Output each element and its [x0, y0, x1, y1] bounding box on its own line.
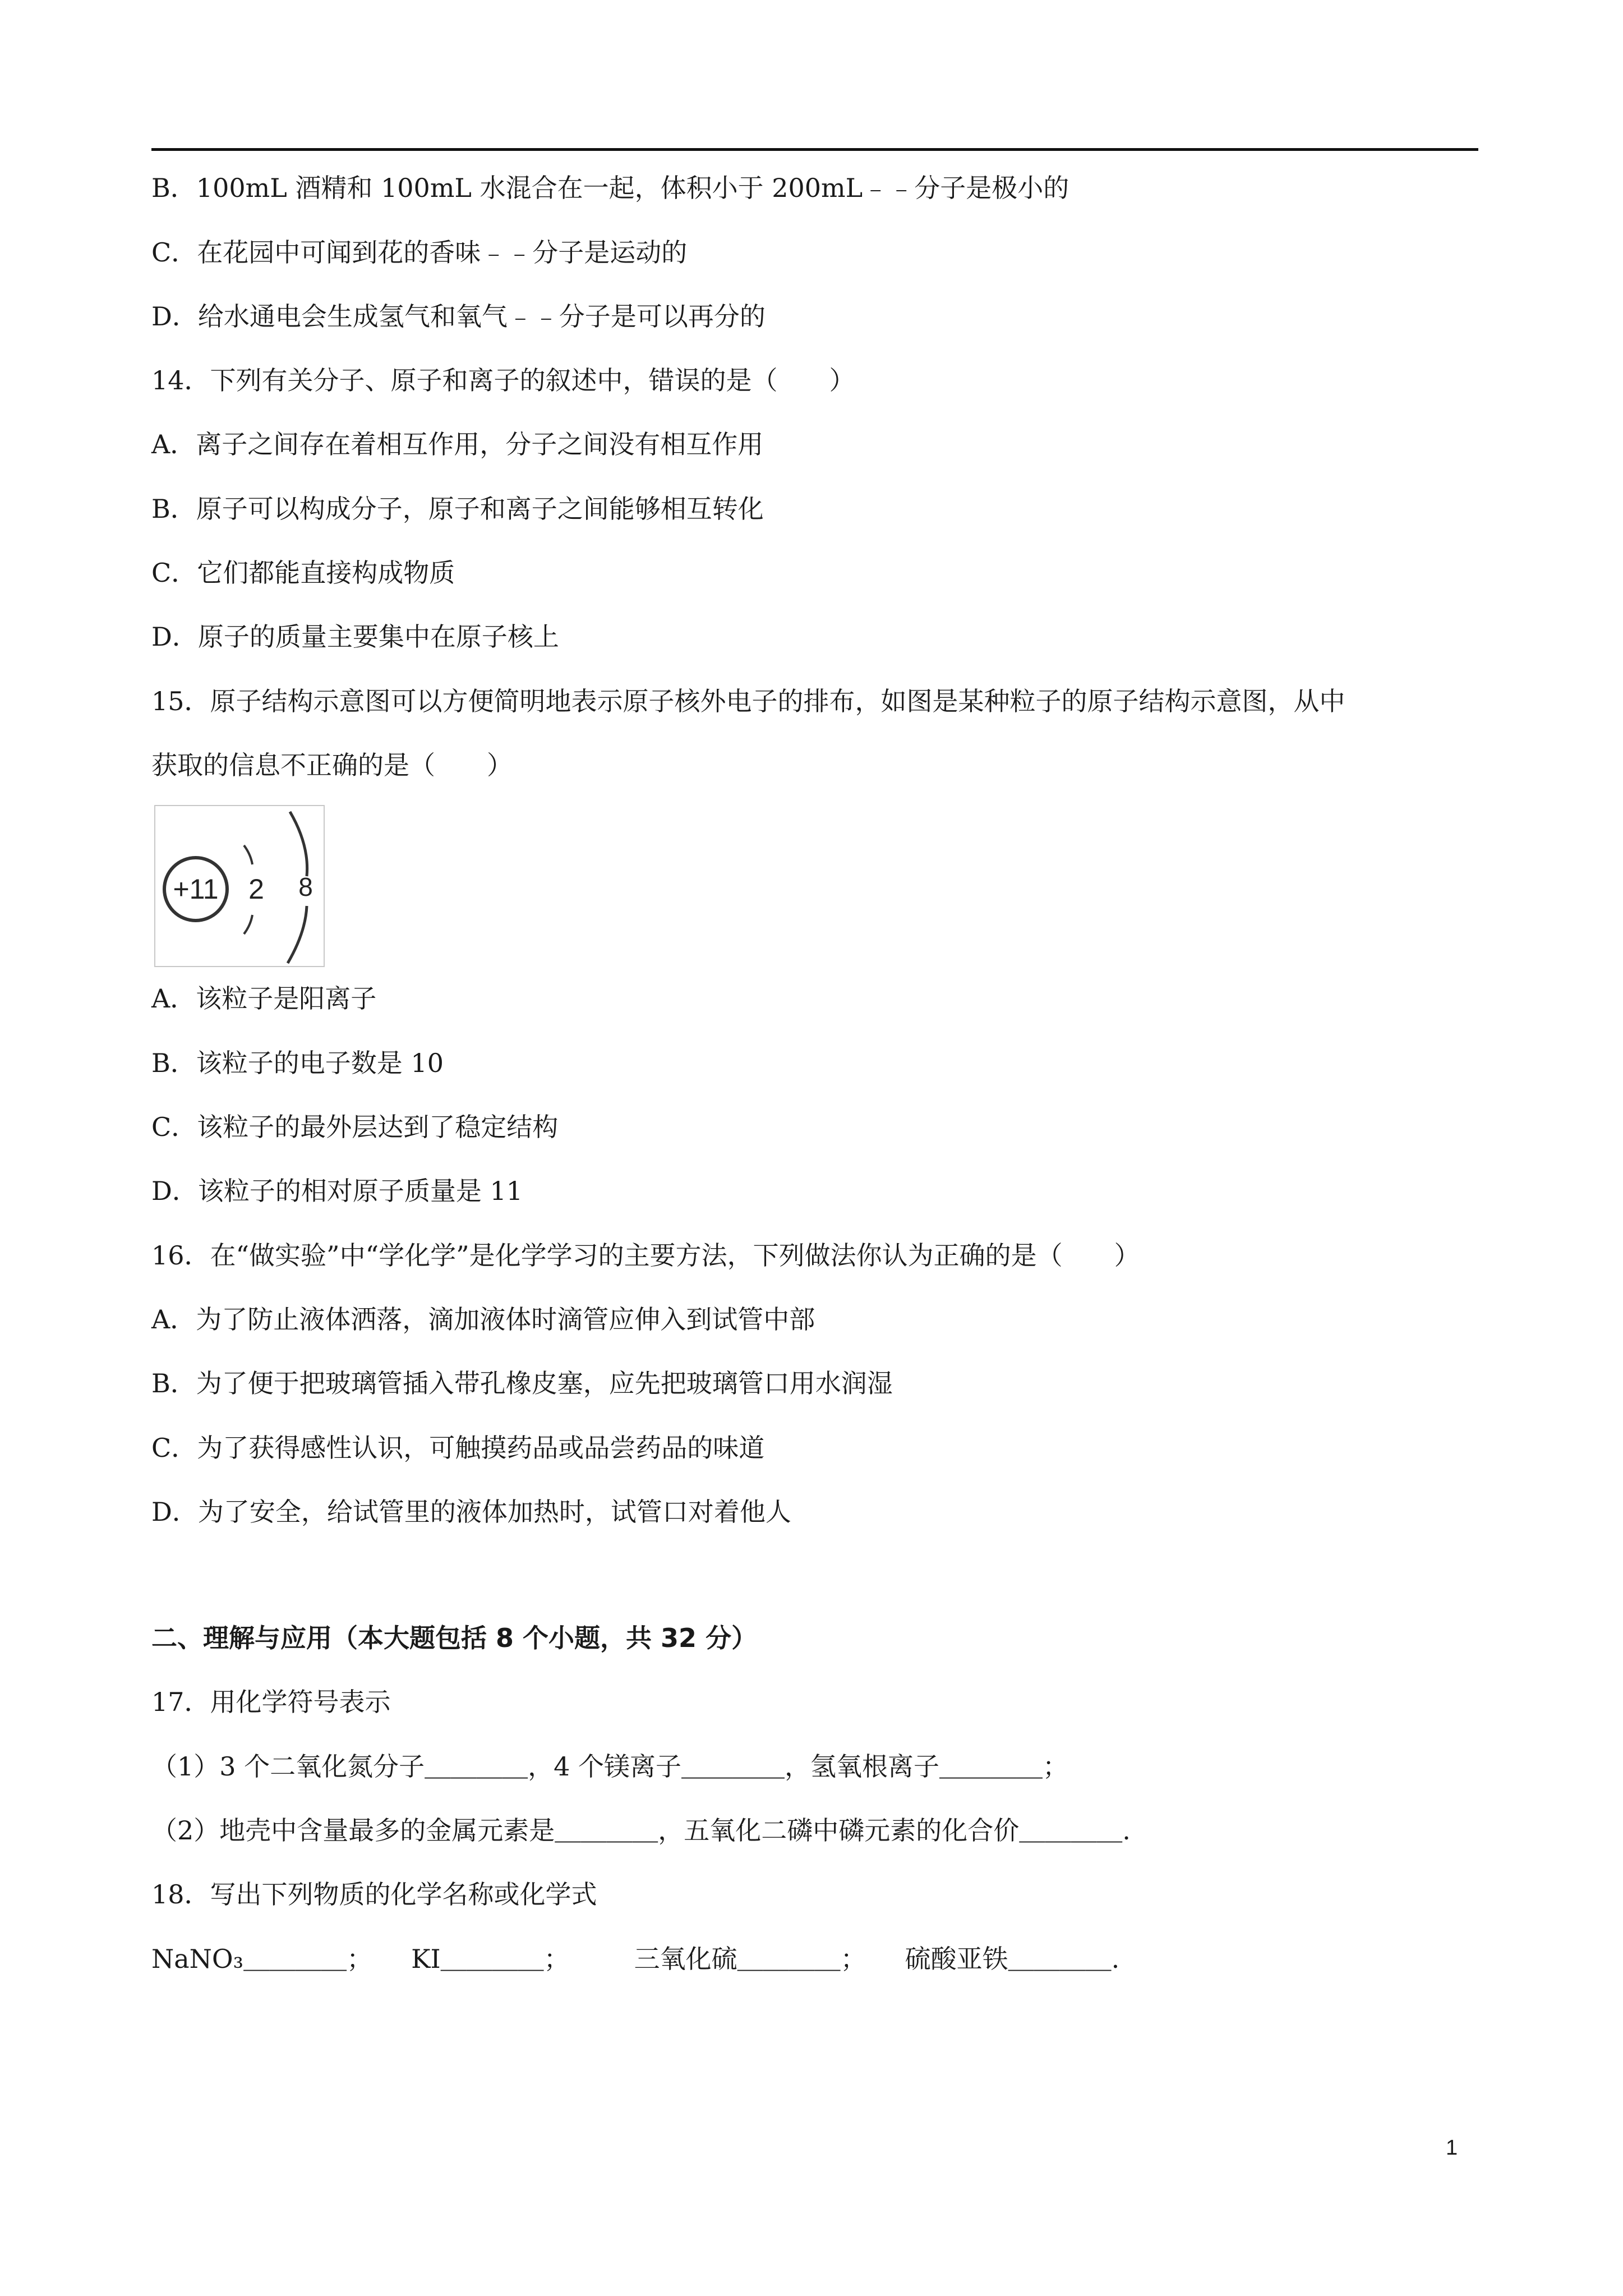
question-14: 14．下列有关分子、原子和离子的叙述中，错误的是（ ）: [151, 365, 855, 395]
question-17: 17．用化学符号表示: [151, 1687, 391, 1717]
option-line: A．离子之间存在着相互作用，分子之间没有相互作用: [151, 429, 764, 459]
option-line: C．该粒子的最外层达到了稳定结构: [151, 1112, 559, 1142]
page-number: 1: [1446, 2136, 1458, 2160]
shell-2-electrons: 8: [298, 872, 313, 901]
option-line: B．为了便于把玻璃管插入带孔橡皮塞，应先把玻璃管口用水润湿: [151, 1368, 893, 1398]
option-line: C．在花园中可闻到花的香味﹣﹣分子是运动的: [151, 237, 688, 268]
option-line: A．该粒子是阳离子: [151, 983, 377, 1014]
question-17-part-1: （1）3 个二氧化氮分子＿＿＿＿，4 个镁离子＿＿＿＿，氢氧根离子＿＿＿＿；: [151, 1751, 1069, 1782]
option-line: B．该粒子的电子数是 10: [151, 1048, 444, 1078]
shell-1-electrons: 2: [248, 873, 264, 905]
option-line: C．它们都能直接构成物质: [151, 558, 455, 588]
option-line: D．给水通电会生成氢气和氧气﹣﹣分子是可以再分的: [151, 301, 766, 332]
question-15: 15．原子结构示意图可以方便简明地表示原子核外电子的排布，如图是某种粒子的原子结构示意图，从中: [151, 686, 1345, 716]
section-heading: 二、理解与应用（本大题包括 8 个小题，共 32 分）: [151, 1623, 758, 1653]
question-17-part-2: （2）地壳中含量最多的金属元素是＿＿＿＿，五氧化二磷中磷元素的化合价＿＿＿＿.: [151, 1815, 1131, 1846]
option-line: C．为了获得感性认识，可触摸药品或品尝药品的味道: [151, 1433, 765, 1463]
option-line: D．原子的质量主要集中在原子核上: [151, 622, 559, 652]
option-line: D．为了安全，给试管里的液体加热时，试管口对着他人: [151, 1497, 791, 1527]
header-rule: [151, 148, 1478, 151]
option-line: A．为了防止液体洒落，滴加液体时滴管应伸入到试管中部: [151, 1304, 815, 1335]
option-line: B．100mL 酒精和 100mL 水混合在一起，体积小于 200mL﹣﹣分子是极小的: [151, 173, 1069, 203]
option-line: D．该粒子的相对原子质量是 11: [151, 1176, 523, 1206]
question-16: 16．在“做实验”中“学化学”是化学学习的主要方法，下列做法你认为正确的是（ ）: [151, 1240, 1140, 1271]
atomic-structure-diagram: [154, 805, 325, 967]
question-15-cont: 获取的信息不正确的是（ ）: [151, 750, 513, 780]
question-18-items: NaNO₃＿＿＿＿； KI＿＿＿＿； 三氧化硫＿＿＿＿； 硫酸亚铁＿＿＿＿.: [151, 1944, 1120, 1974]
option-line: B．原子可以构成分子，原子和离子之间能够相互转化: [151, 494, 764, 524]
nucleus-charge: +11: [173, 873, 219, 905]
question-18: 18．写出下列物质的化学名称或化学式: [151, 1879, 597, 1910]
